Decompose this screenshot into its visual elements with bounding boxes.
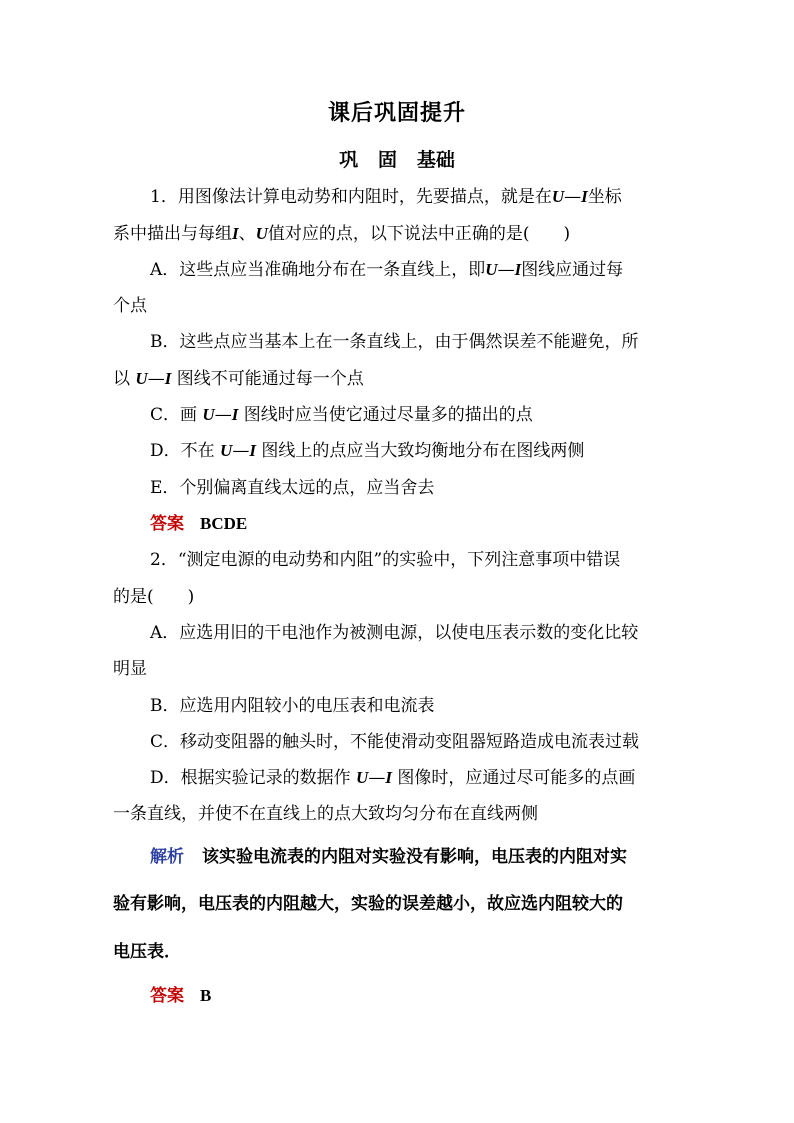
q1-stem-line1: 1．用图像法计算电动势和内阻时，先要描点，就是在U—I坐标 [150,187,622,207]
answer-label: 答案 [150,514,184,534]
q2-option-d-line2: 一条直线，并使不在直线上的点大致均匀分布在直线两侧 [113,804,538,824]
q2-option-a-line1: A．应选用旧的干电池作为被测电源，以使电压表示数的变化比较 [150,623,639,643]
q1-option-a-line1: A．这些点应当准确地分布在一条直线上，即U—I图线应通过每 [150,260,624,280]
q1-option-d: D．不在 U—I 图线上的点应当大致均衡地分布在图线两侧 [150,441,585,461]
q2-option-c: C．移动变阻器的触头时，不能使滑动变阻器短路造成电流表过载 [150,732,640,752]
q1-option-e: E．个别偏离直线太远的点，应当舍去 [150,478,435,498]
q2-stem-line2: 的是( ) [113,587,195,607]
answer-label: 答案 [150,986,184,1006]
heading-char: 巩 [339,149,359,171]
q2-option-b: B．应选用内阻较小的电压表和电流表 [150,696,435,716]
q2-analysis-line1: 解析 该实验电流表的内阻对实验没有影响，电压表的内阻对实 [150,847,627,867]
analysis-label: 解析 [150,847,184,867]
q1-option-b-line2: 以 U—I 图线不可能通过每一个点 [113,369,364,389]
q2-stem-line1: 2．“测定电源的电动势和内阻”的实验中，下列注意事项中错误 [150,550,621,570]
section-heading [0,145,794,172]
heading-char: 固 [377,149,397,171]
q1-option-b-line1: B．这些点应当基本上在一条直线上，由于偶然误差不能避免，所 [150,332,639,352]
q1-answer [150,512,247,536]
q1-option-a-line2: 个点 [113,296,147,316]
q2-option-a-line2: 明显 [113,659,147,679]
q2-analysis-line2: 验有影响，电压表的内阻越大，实验的误差越小，故应选内阻较大的 [113,894,623,914]
page-title: 课后巩固提升 [327,100,466,126]
answer-value: BCDE [200,514,248,533]
q1-option-c: C．画 U—I 图线时应当使它通过尽量多的描出的点 [150,405,533,425]
q2-analysis-line3: 电压表． [113,942,181,962]
q2-option-d-line1: D．根据实验记录的数据作 U—I 图像时，应通过尽可能多的点画 [150,768,636,788]
q1-stem-line2: 系中描出与每组I、U值对应的点，以下说法中正确的是( ) [113,224,571,244]
q2-answer [150,984,211,1008]
heading-char: 基础 [416,149,455,171]
answer-value: B [200,986,212,1005]
